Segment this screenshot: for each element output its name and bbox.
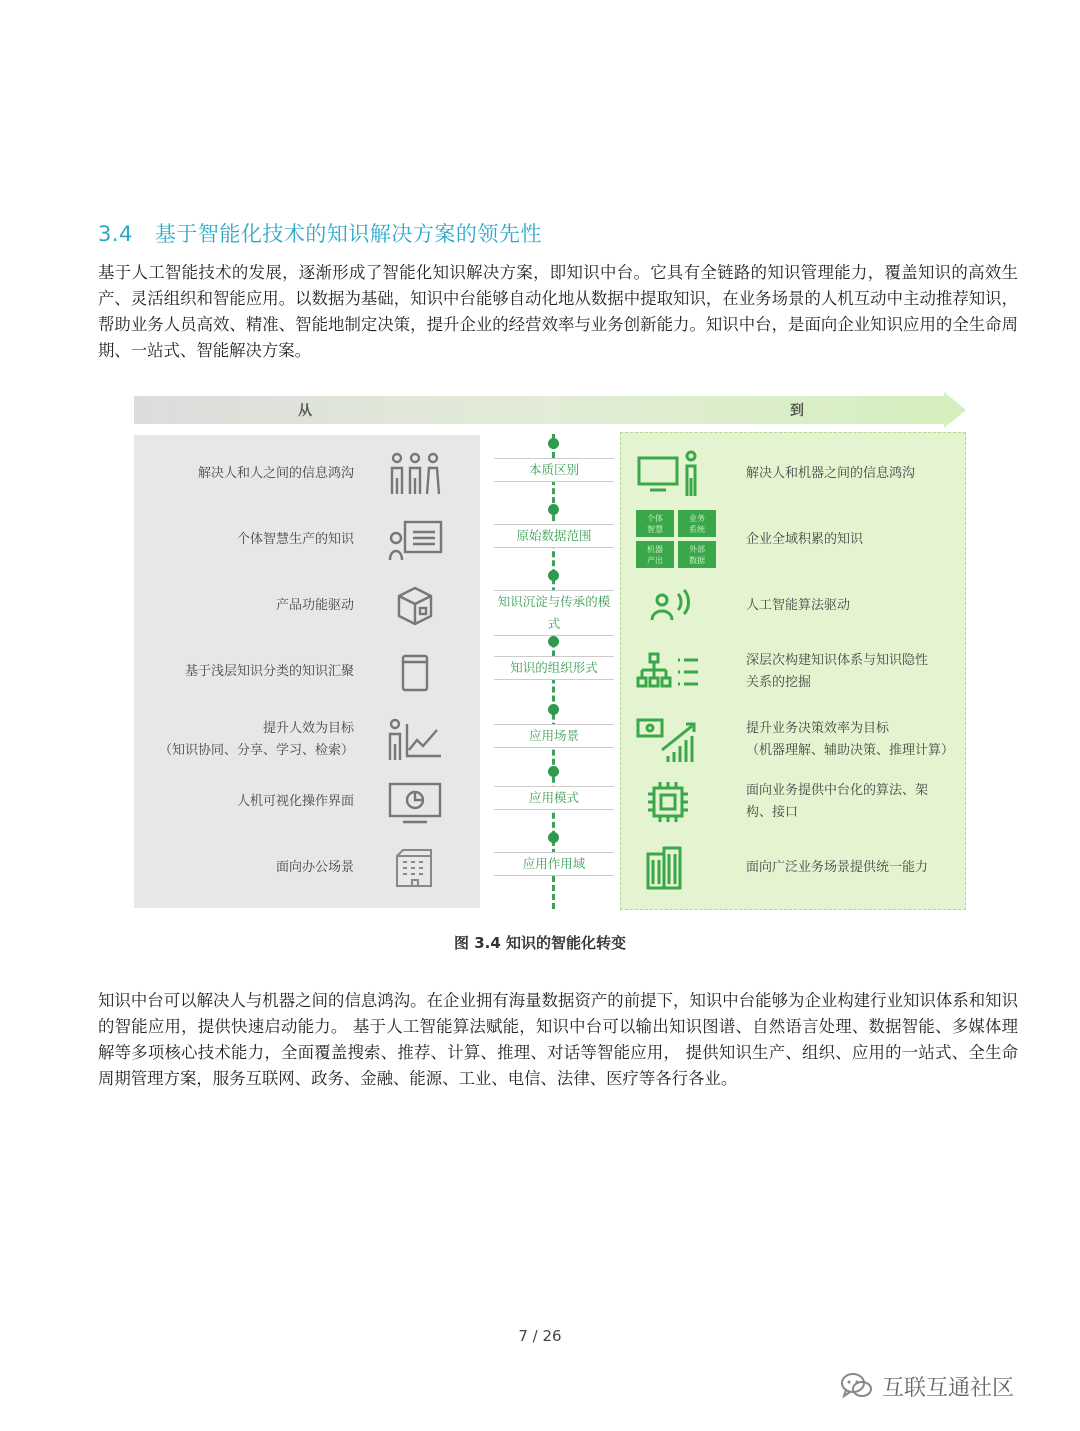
grid-cell: 个体 智慧: [636, 510, 674, 537]
person-chart-icon: [387, 718, 443, 762]
watermark-text: 互联互通社区: [882, 1375, 1015, 1401]
from-text: 个体智慧生产的知识: [236, 532, 354, 547]
from-text: 人机可视化操作界面: [236, 794, 354, 809]
voice-assistant-icon: [636, 582, 700, 630]
section-number: 3.4: [98, 222, 133, 246]
section-heading: [98, 218, 542, 248]
to-label: 到: [790, 403, 804, 419]
comparison-category: 知识的组织形式: [494, 656, 614, 680]
data-grid-icon: [636, 510, 718, 570]
grid-cell: 业务 系统: [678, 510, 716, 537]
timeline-dot: [548, 704, 559, 715]
knowledge-transformation-figure: [134, 380, 966, 912]
comparison-category: 本质区别: [494, 458, 614, 482]
figure-caption: 图 3.4 知识的智能化转变: [453, 934, 627, 952]
comparison-row: [134, 444, 966, 504]
page-number: 7 / 26: [518, 1327, 562, 1345]
section-title: 基于智能化技术的知识解决方案的领先性: [154, 222, 542, 246]
person-board-icon: [387, 518, 443, 562]
body-paragraph: 知识中台可以解决人与机器之间的信息鸿沟。在企业拥有海量数据资产的前提下，知识中台能够为企业构建行业知识体系和知识的智能应用，提供快速启动能力。 基于人工智能算法赋能，知识中台可以输出知识图谱、自然语言处理、数据智能、多媒体理解等多项核心技术能力，全面覆盖搜索、推荐、计算、推理、对话等智能应用， 提供知识生产、组织、应用的一站式、全生命周期管理方案，服务互联网、政务、金融、能源、工业、电信、法律、医疗等各行各业。: [98, 991, 1018, 1088]
monitor-pie-icon: [387, 780, 443, 824]
people-group-icon: [387, 452, 443, 496]
folder-icon: [387, 650, 443, 694]
to-text: 企业全域积累的知识: [746, 532, 864, 547]
to-text: 面向广泛业务场景提供统一能力: [746, 860, 929, 875]
from-text: 提升人效为目标 （知识协同、分享、学习、检索）: [158, 721, 354, 758]
timeline-dot: [548, 832, 559, 843]
buildings-icon: [636, 844, 700, 892]
comparison-row: [134, 772, 966, 832]
comparison-category: 原始数据范围: [494, 524, 614, 548]
from-to-arrow: [134, 392, 966, 428]
watermark: [840, 1368, 1060, 1404]
wechat-icon: [840, 1371, 874, 1401]
money-growth-icon: [636, 716, 700, 764]
comparison-category: 应用场景: [494, 724, 614, 748]
from-text: 面向办公场景: [275, 860, 354, 875]
comparison-row: [134, 710, 966, 770]
to-text: 人工智能算法驱动: [746, 598, 851, 613]
comparison-category: 知识沉淀与传承的模式: [494, 590, 614, 636]
timeline-dot: [548, 438, 559, 449]
intro-paragraph: 基于人工智能技术的发展，逐渐形成了智能化知识解决方案，即知识中台。它具有全链路的知识管理能力，覆盖知识的高效生产、灵活组织和智能应用。以数据为基础，知识中台能够自动化地从数据中提取知识，在业务场景的人机互动中主动推荐知识，帮助业务人员高效、精准、智能地制定决策，提升企业的经营效率与业务创新能力。知识中台，是面向企业知识应用的全生命周期、一站式、智能解决方案。: [98, 263, 1018, 360]
package-box-icon: [387, 584, 443, 628]
comparison-row: [134, 838, 966, 898]
from-text: 基于浅层知识分类的知识汇聚: [184, 664, 354, 679]
comparison-category: 应用模式: [494, 786, 614, 810]
to-text: 提升业务决策效率为目标 （机器理解、辅助决策、推理计算）: [746, 721, 955, 758]
timeline-dot: [548, 636, 559, 647]
timeline-dot: [548, 570, 559, 581]
office-building-icon: [387, 846, 443, 890]
from-label: 从: [298, 403, 312, 419]
from-text: 产品功能驱动: [275, 598, 354, 613]
comparison-row: [134, 642, 966, 702]
chip-icon: [636, 778, 700, 826]
comparison-row: [134, 510, 966, 570]
comparison-category: 应用作用域: [494, 852, 614, 876]
to-text: 深层次构建知识体系与知识隐性 关系的挖掘: [746, 653, 929, 690]
comparison-row: [134, 576, 966, 636]
grid-cell: 机器 产出: [636, 541, 674, 568]
hierarchy-list-icon: [636, 648, 700, 696]
timeline-dot: [548, 504, 559, 515]
grid-cell: 外部 数据: [678, 541, 716, 568]
timeline-dot: [548, 766, 559, 777]
monitor-person-icon: [636, 450, 700, 498]
to-text: 解决人和机器之间的信息鸿沟: [746, 466, 916, 481]
to-text: 面向业务提供中台化的算法、架 构、接口: [746, 783, 929, 820]
from-text: 解决人和人之间的信息鸿沟: [197, 466, 354, 481]
